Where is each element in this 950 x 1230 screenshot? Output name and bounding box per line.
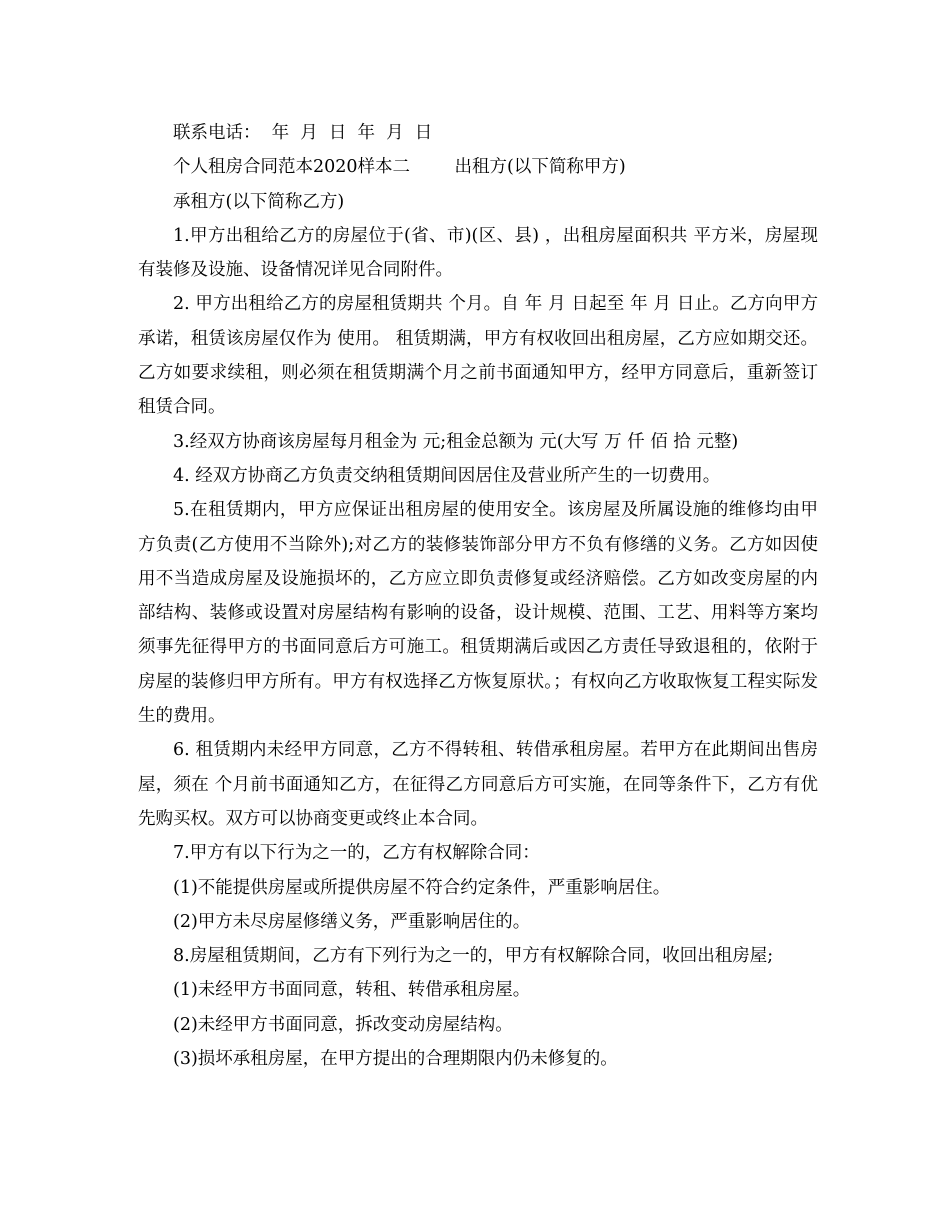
clause-3: 3.经双方协商该房屋每月租金为 元;租金总额为 元(大写 万 仟 佰 拾 元整) <box>173 431 739 452</box>
clause-7-item-1: (1)不能提供房屋或所提供房屋不符合约定条件，严重影响居住。 <box>173 877 671 898</box>
contract-title-line: 个人租房合同范本2020样本二 出租方(以下简称甲方) <box>173 157 626 178</box>
lessee-line: 承租方(以下简称乙方) <box>173 191 345 212</box>
contact-phone-line: 联系电话： 年 月 日 年 月 日 <box>173 123 433 143</box>
document-body <box>138 116 818 1076</box>
clause-7: 7.甲方有以下行为之一的，乙方有权解除合同： <box>173 843 540 864</box>
clause-6: 6. 租赁期内未经甲方同意，乙方不得转租、转借承租房屋。若甲方在此期间出售房屋，须在 个月前书面通知乙方，在征得乙方同意后方可实施，在同等条件下，乙方有优先购买权。双方可以协商变更或终止本合同。 <box>138 740 818 829</box>
clause-8: 8.房屋租赁期间，乙方有下列行为之一的，甲方有权解除合同，收回出租房屋; <box>173 946 774 967</box>
clause-1: 1.甲方出租给乙方的房屋位于(省、市)(区、县) ，出租房屋面积共 平方米，房屋现有装修及设施、设备情况详见合同附件。 <box>138 225 818 281</box>
clause-8-item-2: (2)未经甲方书面同意，拆改变动房屋结构。 <box>173 1014 513 1035</box>
clause-7-item-2: (2)甲方未尽房屋修缮义务，严重影响居住的。 <box>173 911 531 932</box>
clause-2: 2. 甲方出租给乙方的房屋租赁期共 个月。自 年 月 日起至 年 月 日止。乙方向甲方承诺，租赁该房屋仅作为 使用。 租赁期满，甲方有权收回出租房屋，乙方应如期交还。乙方如要求续租，则必须在租赁期满个月之前书面通知甲方，经甲方同意后，重新签订租赁合同。 <box>138 294 818 418</box>
clause-5: 5.在租赁期内，甲方应保证出租房屋的使用安全。该房屋及所属设施的维修均由甲方负责(乙方使用不当除外);对乙方的装修装饰部分甲方不负有修缮的义务。乙方如因使用不当造成房屋及设施损坏的，乙方应立即负责修复或经济赔偿。乙方如改变房屋的内部结构、装修或设置对房屋结构有影响的设备，设计规模、范围、工艺、用料等方案均须事先征得甲方的书面同意后方可施工。租赁期满后或因乙方责任导致退租的，依附于房屋的装修归甲方所有。甲方有权选择乙方恢复原状。；有权向乙方收取恢复工程实际发生的费用。 <box>138 500 818 727</box>
clause-8-item-3: (3)损坏承租房屋，在甲方提出的合理期限内仍未修复的。 <box>173 1049 618 1070</box>
clause-8-item-1: (1)未经甲方书面同意，转租、转借承租房屋。 <box>173 980 531 1001</box>
clause-4: 4. 经双方协商乙方负责交纳租赁期间因居住及营业所产生的一切费用。 <box>173 465 721 486</box>
